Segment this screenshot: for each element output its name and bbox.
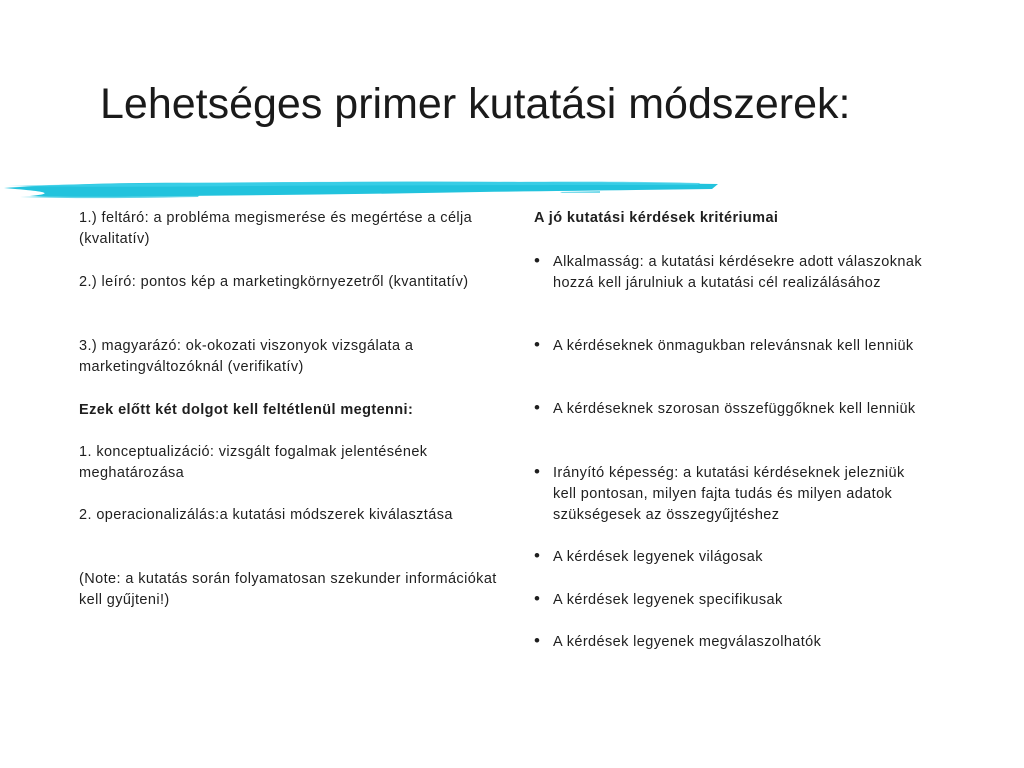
prerequisites-heading: Ezek előtt két dolgot kell feltétlenül megtenni:: [79, 402, 414, 418]
bullet-icon: •: [534, 251, 541, 270]
bullet-icon: •: [534, 398, 541, 417]
criteria-text: A kérdések legyenek világosak: [553, 549, 763, 565]
method-descriptive: 2.) leíró: pontos kép a marketingkörnyezetről (kvantitatív): [79, 274, 469, 290]
slide-title: Lehetséges primer kutatási módszerek:: [100, 80, 851, 128]
brush-stroke-divider: [0, 176, 730, 204]
bullet-icon: •: [534, 335, 541, 354]
step-operationalization: 2. operacionalizálás:a kutatási módszerek kiválasztása: [79, 507, 453, 523]
criteria-text: A kérdések legyenek megválaszolhatók: [553, 634, 822, 650]
bullet-icon: •: [534, 589, 541, 608]
secondary-info-note: (Note: a kutatás során folyamatosan szekunder információkat kell gyűjteni!): [79, 571, 497, 608]
step-conceptualization: 1. konceptualizáció: vizsgált fogalmak jelentésének meghatározása: [79, 444, 428, 481]
method-exploratory: 1.) feltáró: a probléma megismerése és megértése a célja (kvalitatív): [79, 210, 473, 247]
criteria-text: Irányító képesség: a kutatási kérdéseknek jelezniük kell pontosan, milyen fajta tudás és milyen adatok szükségesek az összegyűjtéshez: [553, 465, 905, 523]
bullet-icon: •: [534, 546, 541, 565]
bullet-icon: •: [534, 462, 541, 481]
criteria-heading: A jó kutatási kérdések kritériumai: [534, 210, 779, 226]
criteria-text: Alkalmasság: a kutatási kérdésekre adott válaszoknak hozzá kell járulniuk a kutatási cél realizálásához: [553, 254, 922, 291]
criteria-text: A kérdéseknek szorosan összefüggőknek kell lenniük: [553, 401, 916, 417]
criteria-text: A kérdéseknek önmagukban relevánsnak kell lenniük: [553, 338, 914, 354]
criteria-text: A kérdések legyenek specifikusak: [553, 592, 783, 608]
bullet-icon: •: [534, 631, 541, 650]
method-explanatory: 3.) magyarázó: ok-okozati viszonyok vizsgálata a marketingváltozóknál (verifikatív): [79, 338, 414, 375]
